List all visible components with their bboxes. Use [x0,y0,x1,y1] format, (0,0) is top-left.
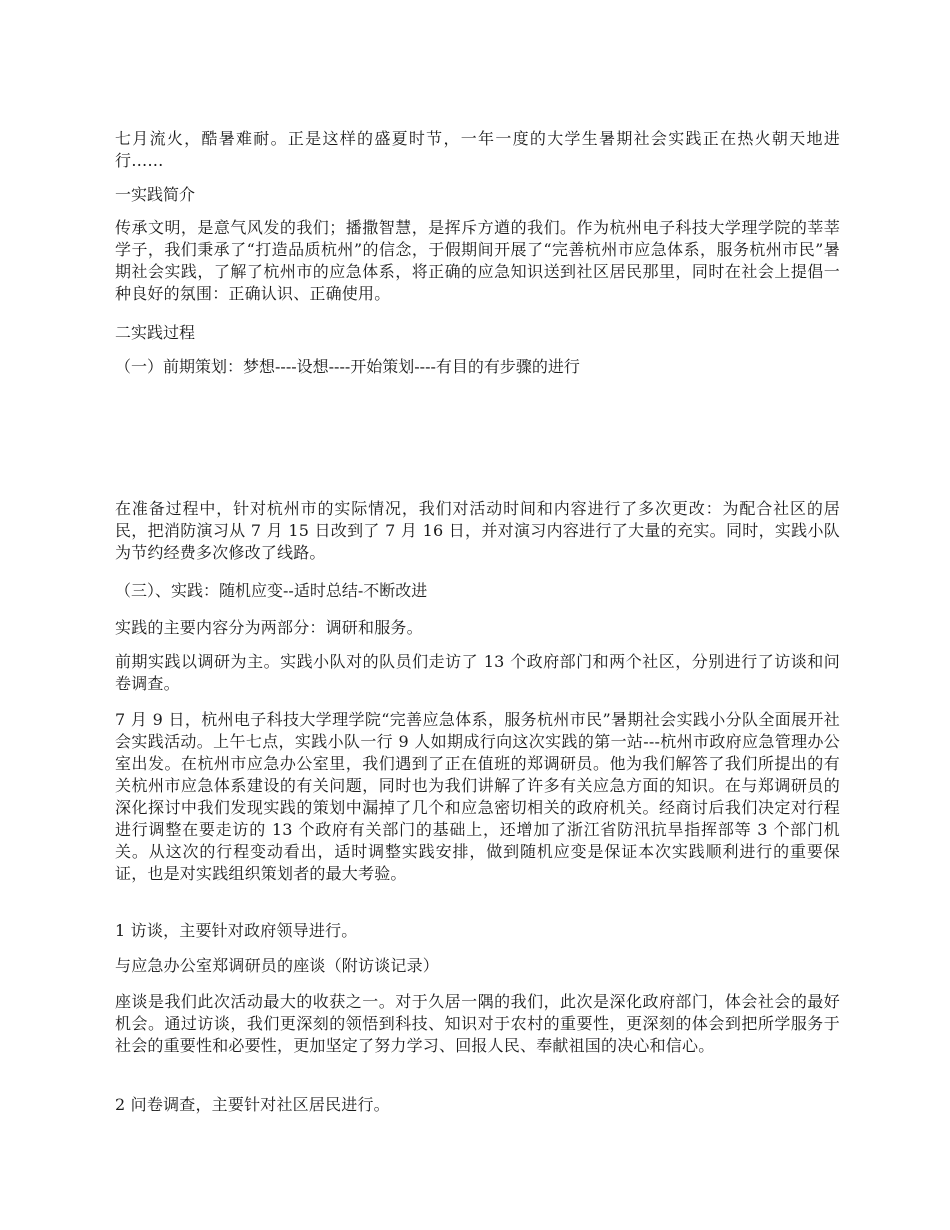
preparation-paragraph: 在准备过程中，针对杭州市的实际情况，我们对活动时间和内容进行了多次更改：为配合社区的居民，把消防演习从 7 月 15 日改到了 7 月 16 日，并对演习内容进行了大量的充实。同时，实践小队为节约经费多次修改了线路。 [115,499,840,562]
section-heading-process: 二实践过程 [115,323,196,342]
subsection-heading-practice: （三）、实践：随机应变--适时总结-不断改进 [115,581,428,600]
meeting-paragraph: 座谈是我们此次活动最大的收获之一。对于久居一隅的我们，此次是深化政府部门，体会社会的最好机会。通过访谈，我们更深刻的领悟到科技、知识对于农村的重要性，更深刻的体会到把所学服务于社会的重要性和必要性，更加坚定了努力学习、回报人民、奉献祖国的决心和信心。 [115,992,840,1055]
subsection-heading-planning: （一）前期策划：梦想----设想----开始策划----有目的有步骤的进行 [115,357,580,376]
questionnaire-item: 2 问卷调查，主要针对社区居民进行。 [115,1095,390,1114]
july-ninth-paragraph: 7 月 9 日，杭州电子科技大学理学院“完善应急体系，服务杭州市民”暑期社会实践小分队全面展开社会实践活动。上午七点，实践小队一行 9 人如期成行向这次实践的第一站---杭州市政府应急管理办公室出发。在杭州市应急办公室里，我们遇到了正在值班的郑调研员。他为我们解答了我们所提出的有关杭州市应急体系建设的有关问题，同时也为我们讲解了许多有关应急方面的知识。在与郑调研员的深化探讨中我们发现实践的策划中漏掉了几个和应急密切相关的政府机关。经商讨后我们决定对行程进行调整在要走访的 13 个政府有关部门的基础上，还增加了浙江省防汛抗旱指挥部等 3 个部门机关。从这次的行程变动看出，适时调整实践安排，做到随机应变是保证本次实践顺利进行的重要保证，也是对实践组织策划者的最大考验。 [115,710,840,883]
intro-body-paragraph: 传承文明，是意气风发的我们；播撒智慧，是挥斥方遒的我们。作为杭州电子科技大学理学院的莘莘学子，我们秉承了“打造品质杭州”的信念，于假期间开展了“完善杭州市应急体系，服务杭州市民”暑期社会实践，了解了杭州市的应急体系，将正确的应急知识送到社区居民那里，同时在社会上提倡一种良好的氛围：正确认识、正确使用。 [115,218,840,303]
section-heading-intro: 一实践简介 [115,185,196,204]
intro-paragraph: 七月流火，酷暑难耐。正是这样的盛夏时节，一年一度的大学生暑期社会实践正在热火朝天地进行…… [115,129,840,170]
practice-content-paragraph: 实践的主要内容分为两部分：调研和服务。 [115,618,423,637]
meeting-title: 与应急办公室郑调研员的座谈（附访谈记录） [115,956,440,975]
survey-paragraph: 前期实践以调研为主。实践小队对的队员们走访了 13 个政府部门和两个社区，分别进行了访谈和问卷调查。 [115,652,840,693]
interview-item: 1 访谈，主要针对政府领导进行。 [115,921,358,940]
